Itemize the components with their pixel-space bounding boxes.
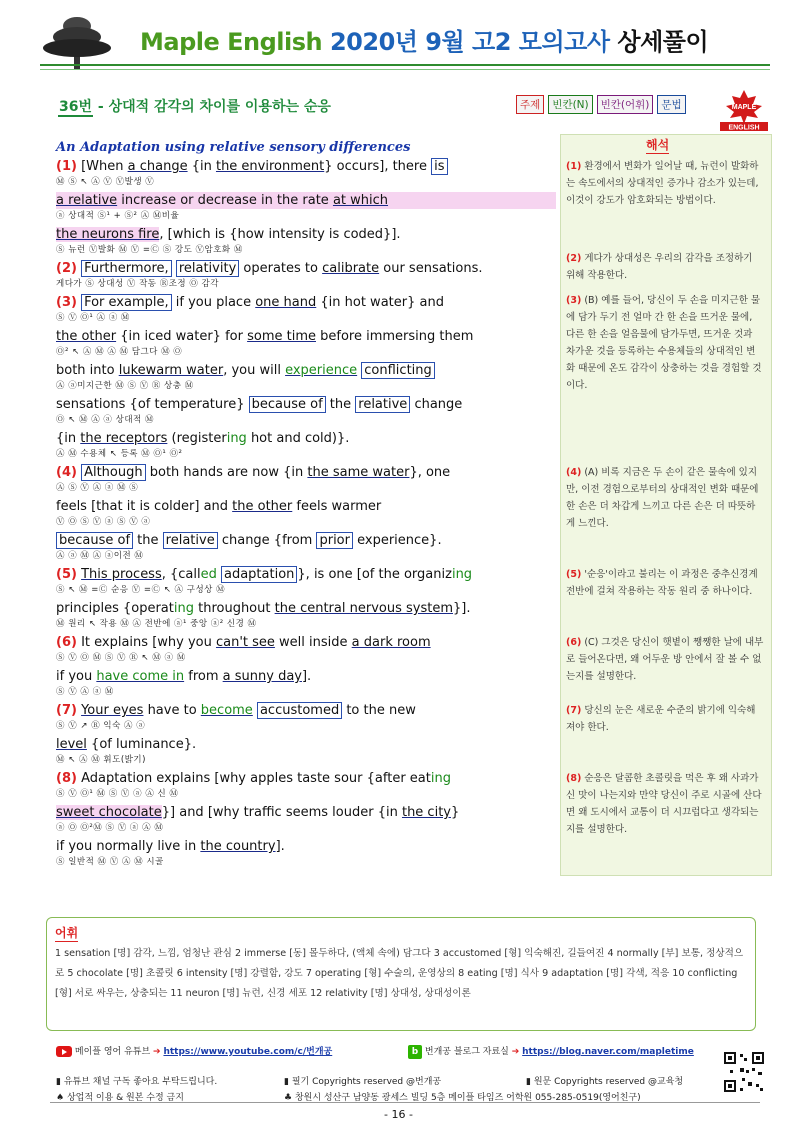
line-16: if you have come in from a sunny day]. [56, 669, 312, 684]
youtube-icon [56, 1046, 72, 1057]
gloss-21: Ⓢ 일반적 Ⓜ Ⓥ Ⓐ Ⓜ 시골 [56, 857, 164, 867]
qr-code-icon [722, 1050, 766, 1094]
line-14: principles {operating throughout the central nervous system}]. [56, 601, 471, 616]
line-4: (2) Furthermore, relativity operates to calibrate our sensations. [56, 261, 483, 276]
line-6: the other {in iced water} for some time before immersing them [56, 329, 474, 344]
question-dash: - [97, 99, 104, 115]
line-15: (6) It explains [why you can't see well inside a dark room [56, 635, 431, 650]
logo-top-text: MAPLE [731, 104, 757, 111]
translation-title: 해석 [646, 138, 670, 152]
passage [56, 140, 556, 872]
question-tags [516, 95, 686, 114]
gloss-16: Ⓢ Ⓥ Ⓐ ⓐ Ⓜ [56, 687, 114, 697]
translation-7: (7) 당신의 눈은 새로운 수준의 밝기에 익숙해져야 한다. [566, 705, 756, 733]
tag-blank-vocab: 빈칸(어휘) [597, 95, 654, 114]
question-subtitle: 상대적 감각의 차이를 이용하는 순응 [108, 99, 331, 115]
gloss-12: Ⓐ ⓐ Ⓜ Ⓐ ⓐ이전 Ⓜ [56, 551, 144, 561]
line-20: sweet chocolate}] and [why traffic seems louder {in the city} [56, 805, 460, 820]
title-detail: 상세풀이 [617, 28, 709, 56]
translation-4: (4) (A) 비록 지금은 두 손이 같은 물속에 있지만, 이전 경험으로부터의 상대적인 변화 때문에 한 손은 더 차갑게 느끼고 다른 손은 더 따뜻하게 느낀다. [566, 467, 759, 529]
line-10: (4) Although both hands are now {in the same water}, one [56, 465, 451, 480]
tree-icon [36, 10, 120, 72]
translation-8: (8) 순응은 달콤한 초콜릿을 먹은 후 왜 사과가 신 맛이 나는지와 만약 당신이 주로 시골에 산다면 왜 도시에서 교통이 더 시끄럽다고 생각되는지를 설명한다. [566, 773, 762, 835]
gloss-18: Ⓜ ↖ Ⓐ Ⓜ 휘도(밝기) [56, 755, 146, 765]
gloss-5: Ⓢ Ⓥ Ⓞ¹ Ⓐ ⓐ Ⓜ [56, 313, 130, 323]
translation-2: (2) 게다가 상대성은 우리의 감각을 조정하기 위해 작용한다. [566, 253, 753, 281]
page-title [140, 22, 708, 57]
blog-link[interactable]: https://blog.naver.com/mapletime [522, 1047, 694, 1057]
gloss-11: Ⓥ Ⓞ Ⓢ Ⓥ ⓐ Ⓢ Ⓥ ⓐ [56, 517, 151, 527]
vocabulary-title: 어휘 [55, 926, 79, 940]
line-2: a relative increase or decrease in the rate at which [56, 192, 556, 209]
tag-blank-n: 빈칸(N) [548, 95, 592, 114]
question-number: 36번 [59, 99, 93, 115]
translation-1: (1) 환경에서 변화가 일어날 때, 뉴런이 발화하는 속도에서의 상대적인 증가나 감소가 있는데, 이것이 강도가 암호화되는 방법이다. [566, 161, 759, 206]
blog-label: 번개공 블로그 자료실 [424, 1047, 509, 1057]
passage-title: An Adaptation using relative sensory differences [56, 140, 411, 155]
line-12: because of the relative change {from prior experience}. [56, 532, 556, 549]
gloss-7: Ⓐ ⓐ미지근한 Ⓜ Ⓢ Ⓥ Ⓡ 상충 Ⓜ [56, 381, 194, 391]
line-7: both into lukewarm water, you will experience conflicting [56, 362, 556, 379]
youtube-link[interactable]: https://www.youtube.com/c/번개공 [163, 1047, 333, 1057]
gloss-17: Ⓢ Ⓥ ↗ Ⓡ 익숙 Ⓐ ⓐ [56, 721, 146, 731]
header-divider [40, 64, 770, 66]
title-english: English [227, 28, 323, 56]
youtube-label: 메이플 영어 유튜브 [74, 1047, 151, 1057]
gloss-2: ⓐ 상대적 Ⓢ¹ + Ⓢ² Ⓐ Ⓜ비율 [56, 211, 180, 221]
page-number: - 16 - [384, 1108, 413, 1121]
logo-bottom-text: ENGLISH [728, 124, 760, 132]
youtube-row [56, 1044, 332, 1057]
line-8: sensations {of temperature} because of the relative change [56, 397, 463, 412]
footer-note-5: ♣ 창원시 성산구 남양동 광세스 빌딩 5층 메이플 타임즈 어학원 055-285-0519(영어친구) [284, 1093, 641, 1103]
gloss-6: Ⓞ² ↖ Ⓐ Ⓜ Ⓐ Ⓜ 담그다 Ⓜ Ⓞ [56, 347, 183, 357]
gloss-9: Ⓐ Ⓜ 수용체 ↖ 등록 Ⓜ Ⓞ¹ Ⓞ² [56, 449, 183, 459]
line-3: the neurons fire, [which is {how intensity is coded}]. [56, 227, 401, 242]
page-header [0, 0, 800, 80]
line-11: feels [that it is colder] and the other feels warmer [56, 499, 382, 514]
line-18: level {of luminance}. [56, 737, 197, 752]
gloss-10: Ⓐ Ⓢ Ⓥ Ⓐ ⓐ Ⓜ Ⓢ [56, 483, 139, 493]
footer-note-3: ▮ 원문 Copyrights reserved @교육청 [526, 1077, 684, 1087]
tag-topic: 주제 [516, 95, 544, 114]
translation-3: (3) (B) 예를 들어, 당신이 두 손을 미지근한 물에 담가 두기 전 얼마 간 한 손을 뜨거운 물에, 다른 한 손을 얼음물에 담가두면, 뜨거운 것과 차가운 것을 등록하는 수용체들의 상대적인 변화 때문에 온도 감각이 상충하는 것을 경험할 것이다. [566, 295, 762, 391]
maple-english-logo [716, 88, 772, 132]
line-9: {in the receptors (registering hot and cold)}. [56, 431, 350, 446]
translation-6: (6) (C) 그것은 당신이 햇볕이 쨍쨍한 날에 내부로 들어온다면, 왜 어두운 방 안에서 잘 볼 수 없는지를 설명한다. [566, 637, 764, 682]
question-heading [58, 96, 331, 116]
gloss-15: Ⓢ Ⓥ Ⓞ Ⓜ Ⓢ Ⓥ Ⓡ ↖ Ⓜ ⓐ Ⓜ [56, 653, 186, 663]
title-exam: 2020년 9월 고2 모의고사 [329, 28, 610, 56]
footer-divider [50, 1102, 760, 1103]
vocabulary-box [46, 917, 756, 1031]
vocabulary-text: 1 sensation [명] 감각, 느낌, 엄청난 관심 2 immerse [동] 몰두하다, (액체 속에) 담그다 3 accustomed [형] 익숙해진, 길들여진 4 normally [부] 보통, 정상적으로 5 chocolate [명] 초콜릿 6 intensity [명] 강렬함, 강도 7 operating [형] 수술의, 운영상의 8 eating [명] 식사 9 adaptation [명] 각색, 적응 10 conflicting [형] 서로 싸우는, 상충되는 11 neuron [명] 뉴런, 신경 세포 12 relativity [명] 상대성, 상대성이론 [55, 948, 744, 999]
line-19: (8) Adaptation explains [why apples taste sour {after eating [56, 771, 451, 786]
footer-note-4: ♠ 상업적 이용 & 원본 수정 금지 [56, 1093, 184, 1103]
title-maple: Maple [140, 28, 220, 56]
translation-5: (5) '순응'이라고 불리는 이 과정은 중추신경계 전반에 걸쳐 작용하는 작동 원리 중 하나이다. [566, 569, 758, 597]
gloss-13: Ⓢ ↖ Ⓜ =Ⓒ 순응 Ⓥ =Ⓒ ↖ Ⓐ 구성상 Ⓜ [56, 585, 226, 595]
gloss-19: Ⓢ Ⓥ Ⓞ¹ Ⓜ Ⓢ Ⓥ ⓐ Ⓐ 신 Ⓜ [56, 789, 179, 799]
naver-blog-icon: b [408, 1045, 422, 1059]
line-13: (5) This process, {called adaptation }, is one [of the organizing [56, 567, 473, 582]
gloss-20: ⓐ Ⓞ Ⓞ²Ⓜ Ⓢ Ⓥ ⓐ Ⓐ Ⓜ [56, 823, 164, 833]
header-divider-thin [40, 69, 770, 70]
arrow-icon: ➔ [511, 1047, 520, 1057]
blog-row [408, 1044, 694, 1059]
footer-note-2: ▮ 필기 Copyrights reserved @번개공 [284, 1077, 442, 1087]
line-5: (3) For example, if you place one hand {in hot water} and [56, 295, 444, 310]
gloss-1: Ⓜ Ⓢ ↖ Ⓐ Ⓥ Ⓥ발생 Ⓥ [56, 177, 155, 187]
gloss-8: Ⓞ ↖ Ⓜ Ⓐ ⓐ 상대적 Ⓜ [56, 415, 154, 425]
gloss-4: 게다가 Ⓢ 상대성 Ⓥ 작동 Ⓡ조정 Ⓞ 감각 [56, 279, 219, 289]
arrow-icon: ➔ [153, 1047, 161, 1057]
line-1: (1) [When a change {in the environment} occurs], there is [56, 158, 556, 175]
footer-note-1: ▮ 유튜브 채널 구독 좋아요 부탁드립니다. [56, 1077, 218, 1087]
line-21: if you normally live in the country]. [56, 839, 285, 854]
tag-grammar: 문법 [657, 95, 685, 114]
gloss-14: Ⓜ 원리 ↖ 작용 Ⓜ Ⓐ 전반에 ⓐ¹ 중앙 ⓐ² 신경 Ⓜ [56, 619, 257, 629]
gloss-3: Ⓢ 뉴런 Ⓥ발화 Ⓜ Ⓥ =Ⓒ Ⓢ 강도 Ⓥ암호화 Ⓜ [56, 245, 243, 255]
line-17: (7) Your eyes have to become accustomed to the new [56, 703, 416, 718]
